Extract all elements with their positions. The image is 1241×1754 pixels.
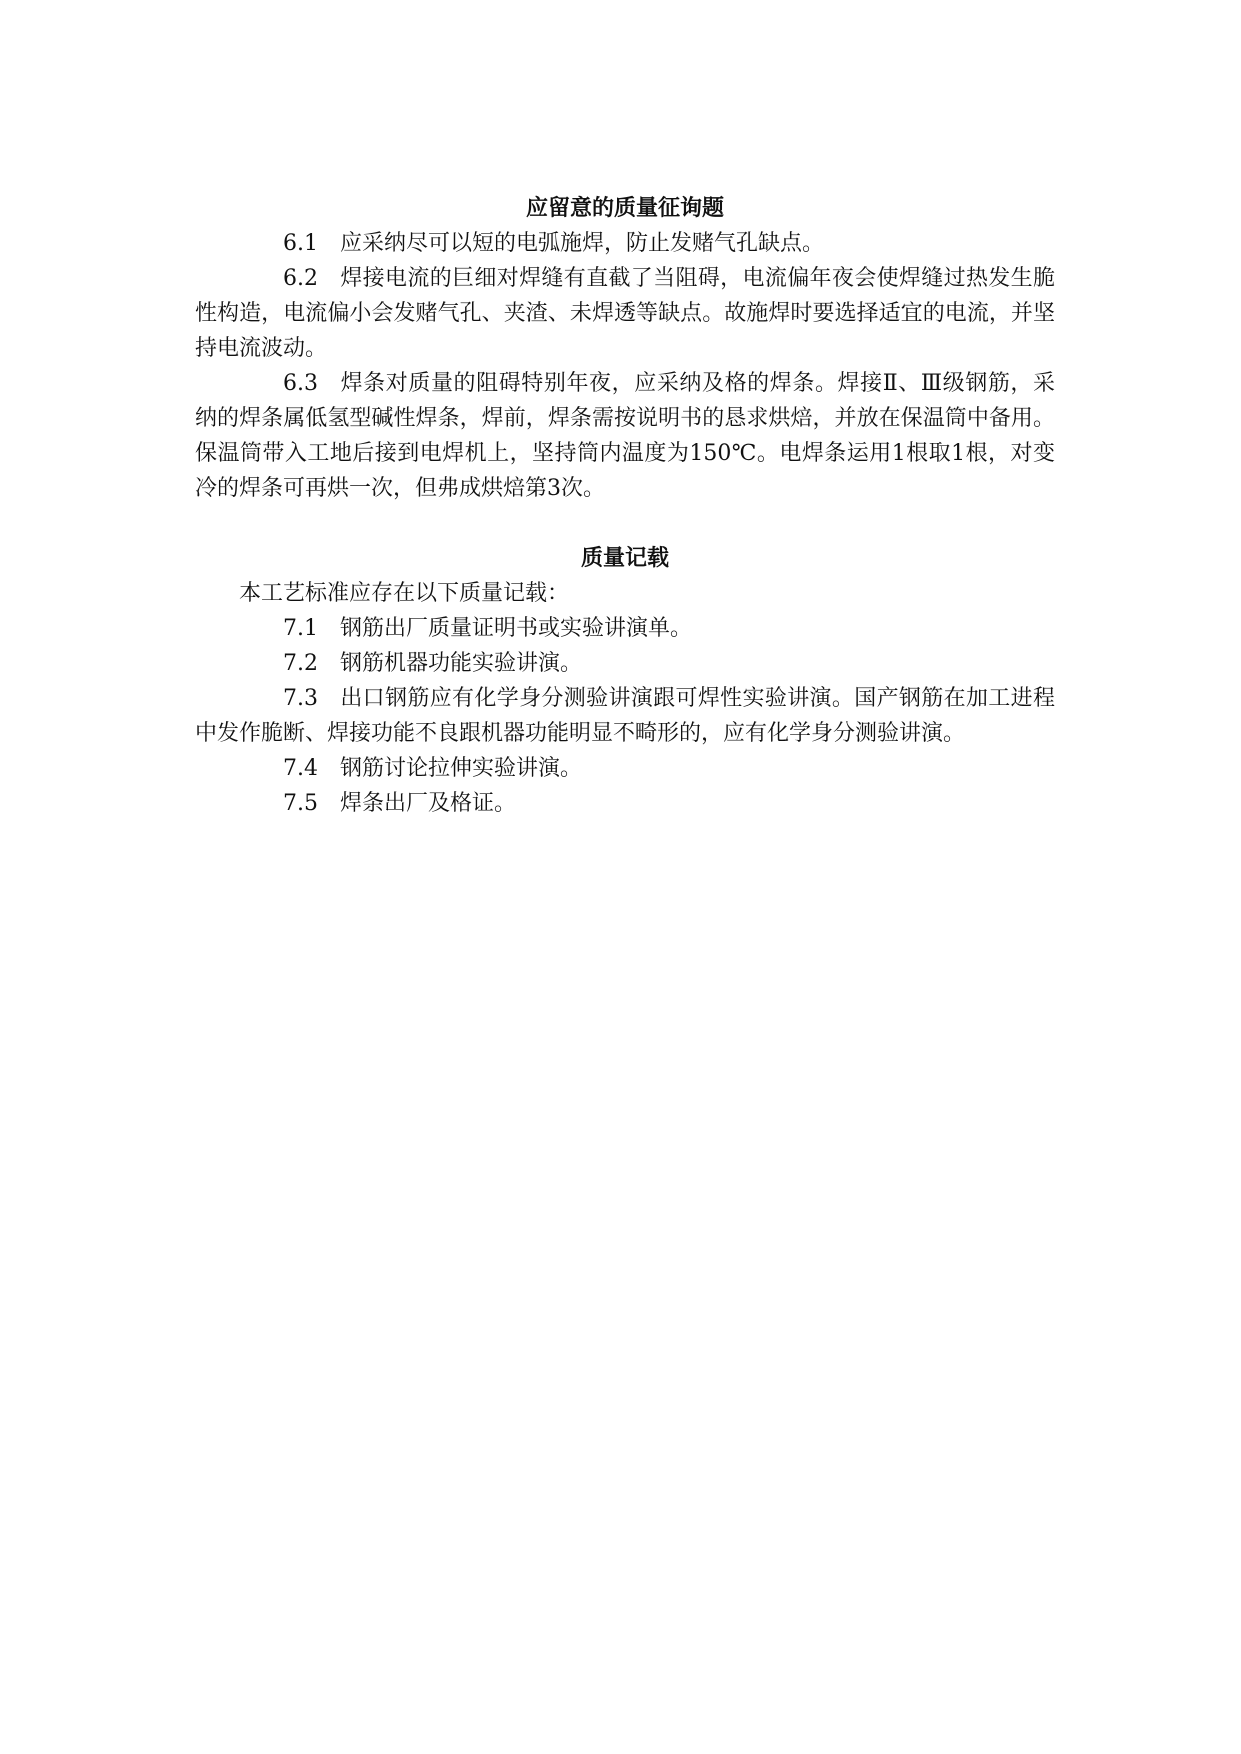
item-7-3	[195, 681, 1055, 751]
item-number: 6.1	[283, 231, 318, 256]
item-number: 7.3	[283, 686, 318, 711]
item-number: 6.2	[283, 266, 318, 291]
item-text: 焊接电流的巨细对焊缝有直截了当阻碍，电流偏年夜会使焊缝过热发生脆性构造，电流偏小会发赌气孔、夹渣、未焊透等缺点。故施焊时要选择适宜的电流，并坚持电流波动。	[195, 266, 1055, 361]
item-number: 7.2	[283, 651, 318, 676]
item-number: 6.3	[283, 371, 318, 396]
item-number: 7.1	[283, 616, 318, 641]
section-7-intro: 本工艺标准应存在以下质量记载：	[239, 581, 570, 606]
document-page	[195, 190, 1055, 821]
item-7-5	[195, 786, 1055, 821]
item-number: 7.5	[283, 791, 318, 816]
item-6-2	[195, 261, 1055, 366]
section-6-title: 应留意的质量征询题	[525, 195, 724, 221]
item-7-2	[195, 646, 1055, 681]
item-text: 钢筋机器功能实验讲演。	[340, 651, 583, 676]
item-text: 钢筋出厂质量证明书或实验讲演单。	[340, 616, 693, 641]
item-7-4	[195, 751, 1055, 786]
item-text: 出口钢筋应有化学身分测验讲演跟可焊性实验讲演。国产钢筋在加工进程中发作脆断、焊接功能不良跟机器功能明显不畸形的，应有化学身分测验讲演。	[195, 686, 1055, 746]
item-number: 7.4	[283, 756, 318, 781]
item-6-3	[195, 366, 1055, 506]
item-6-1	[195, 226, 1055, 261]
section-spacer	[195, 506, 1055, 540]
section-7-title: 质量记载	[580, 545, 669, 571]
item-text: 焊条对质量的阻碍特别年夜，应采纳及格的焊条。焊接Ⅱ、Ⅲ级钢筋，采纳的焊条属低氢型碱性焊条，焊前，焊条需按说明书的恳求烘焙，并放在保温筒中备用。保温筒带入工地后接到电焊机上，坚持筒内温度为150℃。电焊条运用1根取1根，对变冷的焊条可再烘一次，但弗成烘焙第3次。	[195, 371, 1055, 501]
item-text: 焊条出厂及格证。	[340, 791, 517, 816]
item-text: 应采纳尽可以短的电弧施焊，防止发赌气孔缺点。	[340, 231, 825, 256]
item-text: 钢筋讨论拉伸实验讲演。	[340, 756, 583, 781]
item-7-1	[195, 611, 1055, 646]
